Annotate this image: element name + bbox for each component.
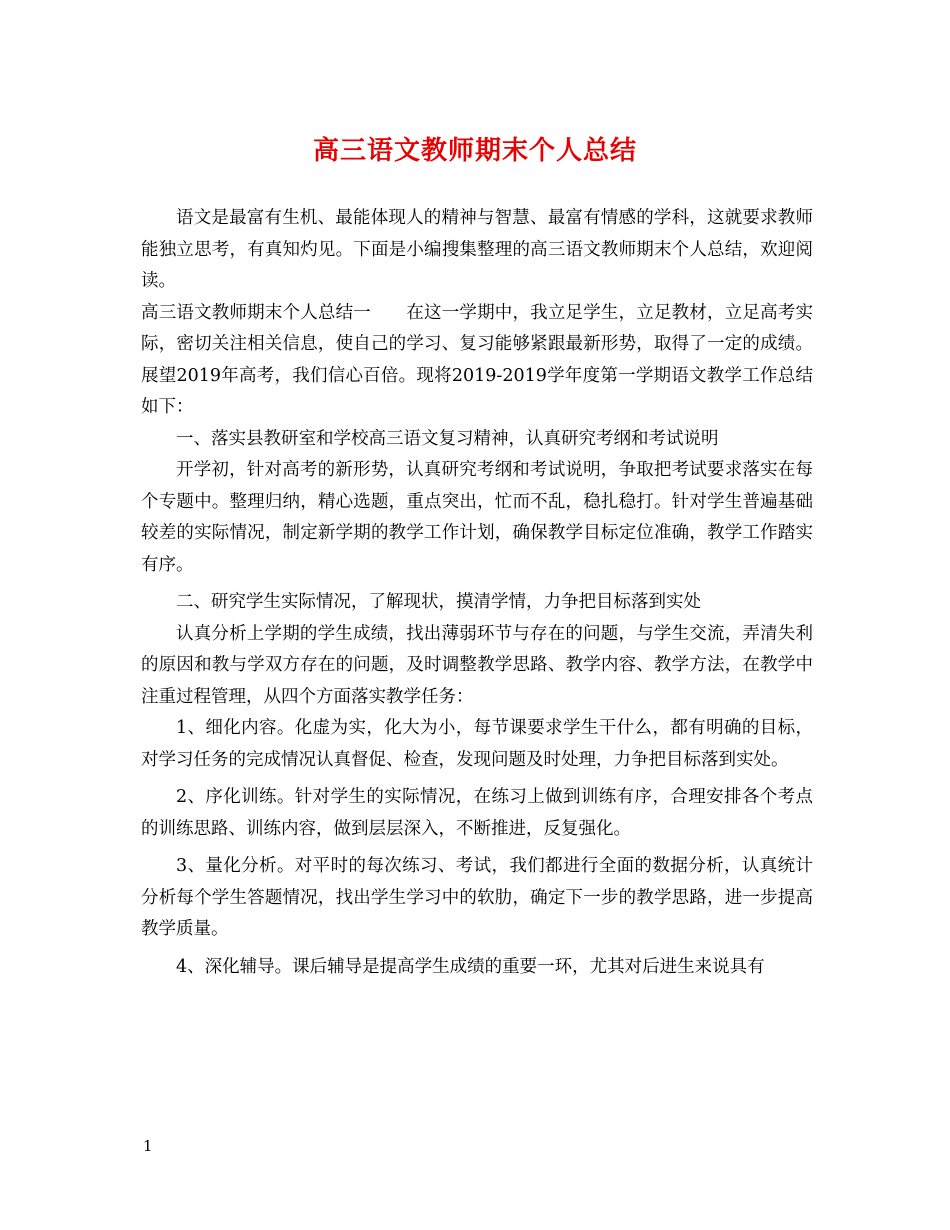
- intro-paragraph: 语文是最富有生机、最能体现人的精神与智慧、最富有情感的学科，这就要求教师能独立思考，有真知灼见。下面是小编搜集整理的高三语文教师期末个人总结，欢迎阅读。: [141, 208, 813, 291]
- body-paragraph-one: 开学初，针对高考的新形势，认真研究考纲和考试说明，争取把考试要求落实在每个专题中。整理归纳，精心选题，重点突出，忙而不乱，稳扎稳打。针对学生普遍基础较差的实际情况，制定新学期的教学工作计划，确保教学目标定位准确，教学工作踏实有序。: [141, 460, 813, 575]
- document-title: 高三语文教师期末个人总结: [312, 136, 637, 166]
- document-body: [141, 203, 813, 983]
- item-three-paragraph: 3、量化分析。对平时的每次练习、考试，我们都进行全面的数据分析，认真统计分析每个学生答题情况，找出学生学习中的软肋，确定下一步的教学思路，进一步提高教学质量。: [141, 856, 813, 939]
- page-number: 1: [143, 1137, 153, 1155]
- item-one-paragraph: 1、细化内容。化虚为实，化大为小，每节课要求学生干什么，都有明确的目标，对学习任务的完成情况认真督促、检查，发现问题及时处理，力争把目标落到实处。: [141, 718, 813, 770]
- section-one-paragraph: 高三语文教师期末个人总结一 在这一学期中，我立足学生，立足教材，立足高考实际，密切关注相关信息，使自己的学习、复习能够紧跟最新形势，取得了一定的成绩。展望2019年高考，我们信心百倍。现将2019-2019学年度第一学期语文教学工作总结如下：: [141, 302, 813, 417]
- item-two-paragraph: 2、序化训练。针对学生的实际情况，在练习上做到训练有序，合理安排各个考点的训练思路、训练内容，做到层层深入，不断推进，反复强化。: [141, 787, 813, 839]
- item-four-paragraph: 4、深化辅导。课后辅导是提高学生成绩的重要一环，尤其对后进生来说具有: [176, 956, 765, 977]
- body-paragraph-two: 认真分析上学期的学生成绩，找出薄弱环节与存在的问题，与学生交流，弄清失利的原因和教与学双方存在的问题，及时调整教学思路、教学内容、教学方法，在教学中注重过程管理，从四个方面落实教学任务：: [141, 623, 813, 707]
- heading-one-paragraph: 一、落实县教研室和学校高三语文复习精神，认真研究考纲和考试说明: [176, 428, 719, 449]
- heading-two-paragraph: 二、研究学生实际情况，了解现状，摸清学情，力争把目标落到实处: [176, 592, 701, 612]
